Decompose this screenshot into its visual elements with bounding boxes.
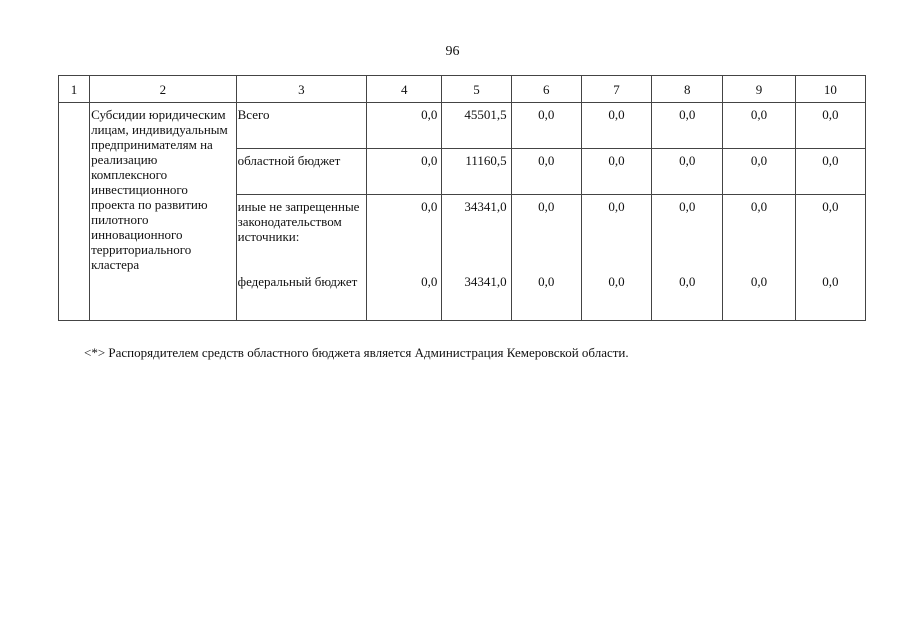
value-label: 0,0 [421, 199, 438, 214]
header-cell: 4 [367, 76, 442, 103]
value-label: 0,0 [608, 274, 625, 289]
value-label: 0,0 [421, 274, 438, 289]
value-cell: 0,0 [795, 103, 865, 149]
header-cell: 10 [795, 76, 865, 103]
source-label: федеральный бюджет [237, 274, 358, 289]
header-cell: 6 [511, 76, 581, 103]
footnote: <*> Распорядителем средств областного бюджета является Администрация Кемеровской области. [84, 345, 629, 360]
value-cell: 0,0 [723, 103, 795, 149]
value-cell: 0,0 [652, 103, 723, 149]
value-label: 0,0 [679, 274, 696, 289]
source-cell: областной бюджет [236, 149, 366, 195]
value-cell: 0,0 [795, 149, 865, 195]
value-label: 34341,0 [464, 199, 507, 214]
table-header-row [59, 76, 866, 103]
budget-table [58, 75, 866, 321]
source-cell [236, 195, 366, 321]
measure-name-cell: Субсидии юридическим лицам, индивидуальным предпринимателям на реализацию комплексного инвестиционного проекта по развитию пилотного инновационного территориального кластера [90, 103, 237, 321]
value-cell: 0,0 [723, 149, 795, 195]
source-cell: Всего [236, 103, 366, 149]
header-cell: 1 [59, 76, 90, 103]
header-cell: 9 [723, 76, 795, 103]
value-cell: 0,0 [367, 103, 442, 149]
header-cell: 3 [236, 76, 366, 103]
page-number: 96 [445, 44, 460, 59]
value-cell: 0,0 [367, 149, 442, 195]
value-cell [442, 195, 511, 321]
value-cell [511, 195, 581, 321]
value-cell [652, 195, 723, 321]
value-cell: 0,0 [652, 149, 723, 195]
value-cell [723, 195, 795, 321]
value-cell [795, 195, 865, 321]
value-label: 0,0 [538, 199, 555, 214]
value-label: 34341,0 [464, 274, 507, 289]
value-label: 0,0 [679, 199, 696, 214]
value-cell: 0,0 [511, 103, 581, 149]
value-cell: 0,0 [511, 149, 581, 195]
value-cell [581, 195, 651, 321]
header-cell: 5 [442, 76, 511, 103]
value-cell: 45501,5 [442, 103, 511, 149]
header-cell: 7 [581, 76, 651, 103]
value-cell: 11160,5 [442, 149, 511, 195]
value-label: 0,0 [538, 274, 555, 289]
value-label: 0,0 [750, 274, 768, 289]
value-label: 0,0 [822, 274, 839, 289]
header-cell: 2 [90, 76, 237, 103]
value-label: 0,0 [750, 199, 768, 214]
value-cell: 0,0 [581, 103, 651, 149]
value-cell [367, 195, 442, 321]
value-label: 0,0 [822, 199, 839, 214]
header-cell: 8 [652, 76, 723, 103]
value-label: 0,0 [608, 199, 625, 214]
value-cell: 0,0 [581, 149, 651, 195]
source-label: иные не запрещенные законодательством источники: [237, 199, 360, 244]
table-row [59, 103, 866, 149]
row-number-cell [59, 103, 90, 321]
